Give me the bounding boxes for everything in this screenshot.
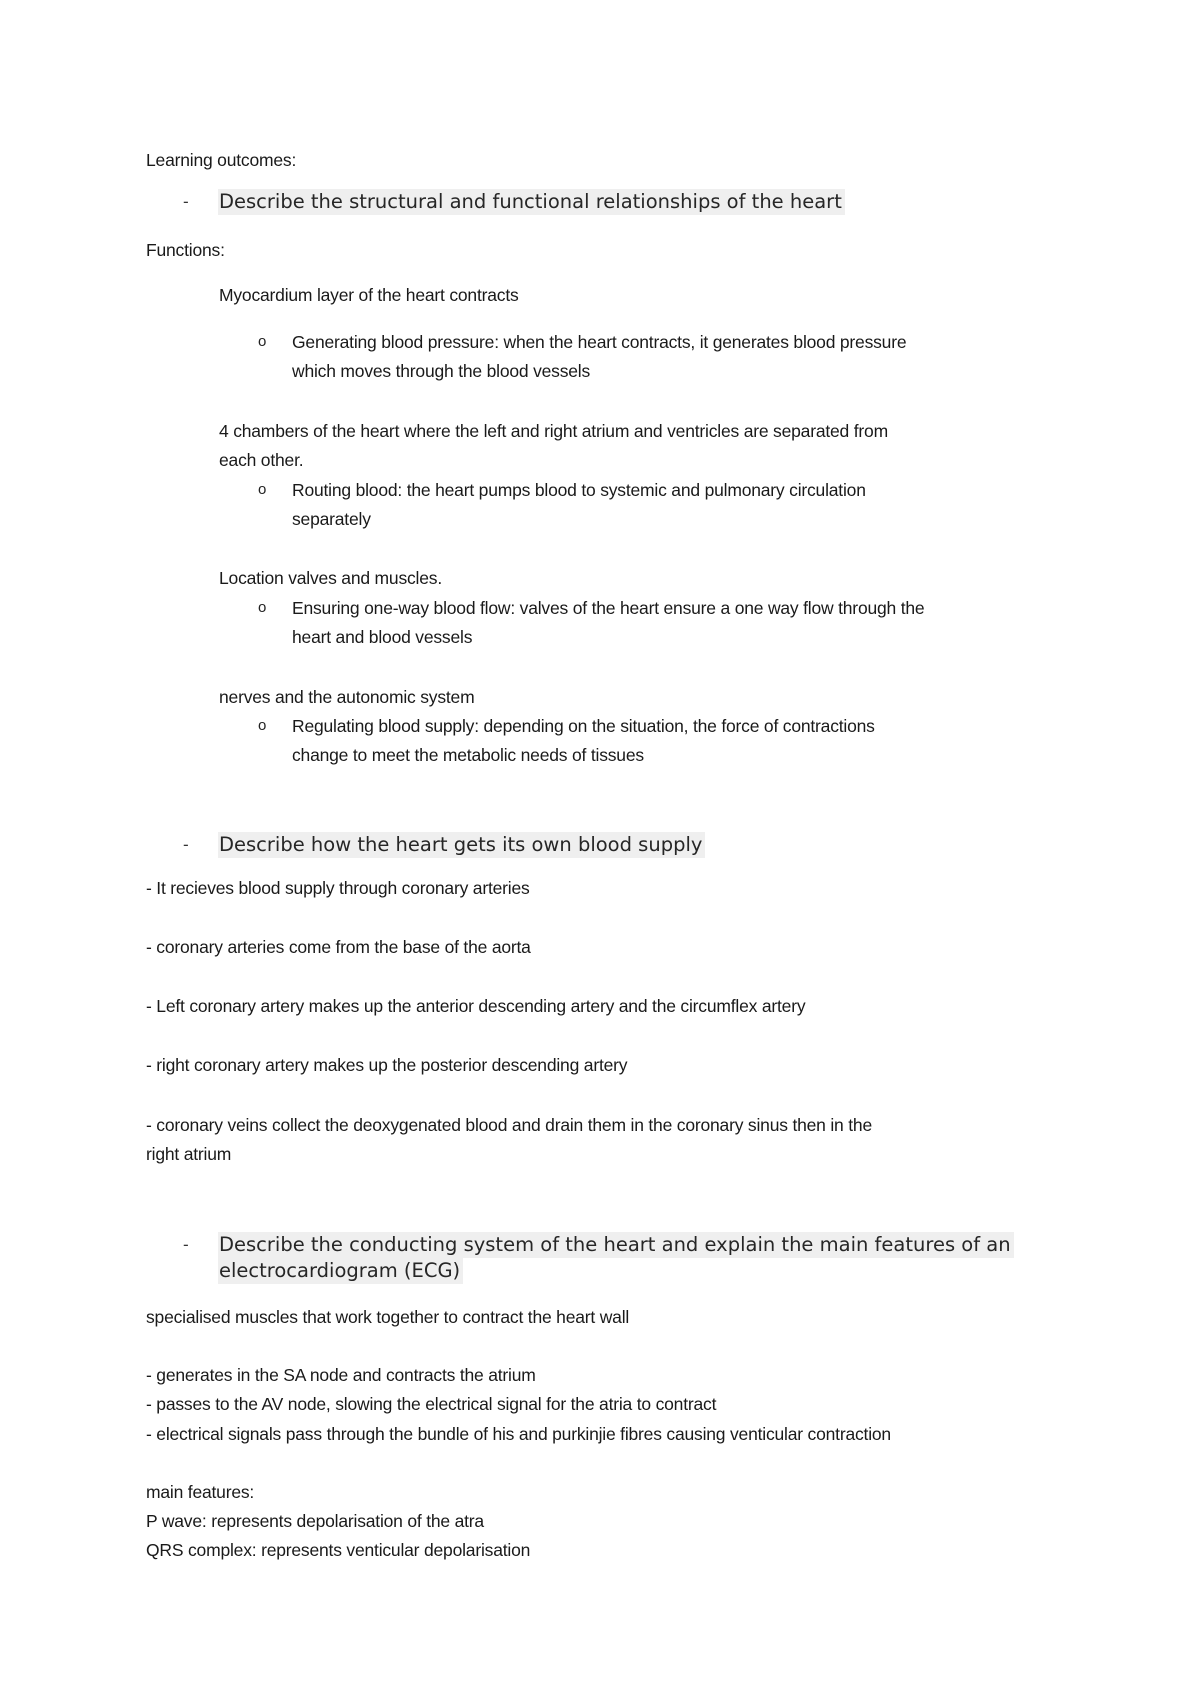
bullet-routing-blood-cont: separately — [292, 509, 371, 529]
supply-line: - It recieves blood supply through coronary arteries — [146, 878, 530, 898]
learning-outcomes-heading: Learning outcomes: — [146, 150, 297, 170]
functions-label: Functions: — [146, 240, 225, 260]
conduction-step: - electrical signals pass through the bundle of his and purkinjie fibres causing venticular contraction — [146, 1424, 891, 1444]
dash-marker: - — [183, 835, 189, 854]
bullet-generating-pressure: Generating blood pressure: when the heart contracts, it generates blood pressure — [292, 332, 907, 352]
supply-line: - Left coronary artery makes up the anterior descending artery and the circumflex artery — [146, 996, 806, 1016]
supply-line: right atrium — [146, 1144, 232, 1164]
supply-line: - coronary veins collect the deoxygenated blood and drain them in the coronary sinus then in the — [146, 1115, 872, 1135]
feature-qrs-complex: QRS complex: represents venticular depolarisation — [146, 1540, 531, 1560]
bullet-generating-pressure-cont: which moves through the blood vessels — [292, 361, 591, 381]
conduction-step: - passes to the AV node, slowing the electrical signal for the atria to contract — [146, 1394, 717, 1414]
bullet-regulating-supply: Regulating blood supply: depending on the situation, the force of contractions — [292, 716, 875, 736]
main-features-label: main features: — [146, 1482, 255, 1502]
bullet-marker: o — [258, 599, 267, 616]
bullet-one-way-flow: Ensuring one-way blood flow: valves of the heart ensure a one way flow through the — [292, 598, 925, 618]
bullet-marker: o — [258, 333, 267, 350]
feature-p-wave: P wave: represents depolarisation of the atra — [146, 1511, 484, 1531]
outcome-heading-conducting-system-cont: electrocardiogram (ECG) — [218, 1258, 463, 1284]
dash-marker: - — [183, 1235, 189, 1254]
bullet-routing-blood: Routing blood: the heart pumps blood to systemic and pulmonary circulation — [292, 480, 866, 500]
conduction-step: - generates in the SA node and contracts the atrium — [146, 1365, 536, 1385]
bullet-marker: o — [258, 481, 267, 498]
function-intro-chambers: 4 chambers of the heart where the left and right atrium and ventricles are separated from — [219, 421, 888, 441]
bullet-one-way-flow-cont: heart and blood vessels — [292, 627, 473, 647]
dash-marker: - — [183, 192, 189, 211]
function-intro-nerves: nerves and the autonomic system — [219, 687, 475, 707]
supply-line: - coronary arteries come from the base of the aorta — [146, 937, 531, 957]
bullet-regulating-supply-cont: change to meet the metabolic needs of tissues — [292, 745, 644, 765]
conduction-intro: specialised muscles that work together to contract the heart wall — [146, 1307, 630, 1327]
function-intro-myocardium: Myocardium layer of the heart contracts — [219, 285, 519, 305]
outcome-heading-blood-supply: Describe how the heart gets its own blood supply — [218, 832, 705, 858]
outcome-heading-structure: Describe the structural and functional relationships of the heart — [218, 189, 845, 215]
function-intro-chambers-cont: each other. — [219, 450, 304, 470]
bullet-marker: o — [258, 717, 267, 734]
supply-line: - right coronary artery makes up the posterior descending artery — [146, 1055, 628, 1075]
function-intro-valves: Location valves and muscles. — [219, 568, 442, 588]
outcome-heading-conducting-system: Describe the conducting system of the heart and explain the main features of an — [218, 1232, 1014, 1258]
